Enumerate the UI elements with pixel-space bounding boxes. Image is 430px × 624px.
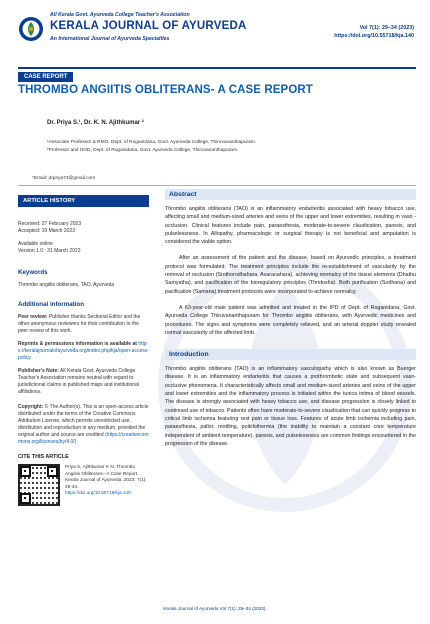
affiliation-1: ¹Associate Professor & RMO, Dept. of Roganidana, Govt. Ayurveda College, Thiruvananthapuram. [47,140,257,145]
abstract-paragraph-1: Thrombo angiitis obliterans (TAO) is an inflammatory endarteritis associated with heavy tobacco use, affecting small and medium-sized arteries and veins of the upper and lower extremities, resulting in vaso - occlusion. Clinical features include pain, paraesthesia, moderate-to-severe claudication, paresis, and pulselessness. In Allopathy, pharmacologic or surgical therapy is not beneficial and amputation is considered the viable option. [165,206,416,246]
abstract-heading: Abstract [165,189,416,200]
journal-logo-icon [18,16,44,42]
reprints-link[interactable]: https://keralajournalofayurveda.org/index.php/kja/open-access-policy [18,341,149,361]
peer-review-label: Peer review: [18,314,48,320]
page-footer: Kerala Journal of Ayurveda Vol 7(1): 29–34 (2023). [163,606,267,611]
abstract-paragraph-2: After an assessment of the patient and the disease, based on Ayurvedic principles, a treatment protocol was formulated. The treatment principles include the re-establishment of vascularity by the removal of occlusion (Srothorodhahara, Avaranahara), achieving normalcy of the tissue elements (Dhathu Samyatha), and pacification of the bioregulatory principles (Thridosha). Both purification (Sodhana) and pacification (Samana) treatment protocols were incorporated to achieve normalcy. [165,255,416,295]
cite-heading: CITE THIS ARTICLE [18,454,69,460]
accepted-date: Accepted: 19 March 2023 [18,228,75,234]
additional-info-heading: Additional information [18,301,84,308]
qr-code-icon[interactable] [18,464,60,506]
peer-review-text: Publisher thanks Sectional Editor and the other anonymous reviewers for their contribution to the peer review of this work. [18,314,141,334]
journal-name: KERALA JOURNAL OF AYURVEDA [50,20,247,32]
copyright-note [18,404,149,446]
available-online-label: Available online [18,241,53,247]
citation-block [18,464,149,506]
header-divider [18,67,416,69]
keywords-text: Thrombo angiitis obliterans, TAO, Ayurveda [18,282,115,288]
reprints-note [18,341,149,362]
journal-header [18,10,416,68]
affiliation-2: ²Professor and HOD, Dept. of Roganidana, Govt. Ayurveda College, Thiruvananthapuram. [47,148,239,153]
article-sidebar [18,189,149,506]
copyright-text: © The Author(s). This is an open-access article distributed under the terms of the Creative Commons Attribution License, which permits unrestricted use, distribution and reproduction in any medium, provided the original author and source are credited [18,404,149,438]
citation-text: Priya S, Ajithkumar K N. Thrombo Angiitis Obliterans– A Case Report. Kerala Journal of Ayurveda. 2023; 7(1): 29-34. [65,464,147,489]
article-body [165,189,416,448]
peer-review-note [18,314,149,335]
journal-subtitle: An International Journal of Ayurveda Specialties [50,36,170,42]
section-divider [18,185,416,186]
license-link[interactable]: (https://creativecommons.org/licenses/by/4.0/) [18,432,149,445]
article-title: THROMBO ANGIITIS OBLITERANS- A CASE REPORT [18,84,313,96]
publisher-note-label: Publisher's Note: [18,368,59,374]
article-history-badge: ARTICLE HISTORY [18,195,149,207]
volume-line: Vol 7(1): 29–34 (2023) [359,25,414,31]
version-label: Version 1.0 : 31 March 2023 [18,248,81,254]
author-list: Dr. Priya S.¹, Dr. K. N. Ajithkumar ² [47,120,144,126]
reprints-label: Reprints & permissions information is available at [18,341,137,347]
volume-info [334,24,414,40]
introduction-heading: Introduction [165,349,416,360]
article-type-badge: CASE REPORT [18,72,73,82]
doi-link[interactable]: https://doi.org/10.55718/kja.140 [334,33,414,39]
publisher-note-text: All Kerala Govt. Ayurveda College Teacher's Association remains neutral with regard to jurisdictional claims in published maps and institutional affiliations. [18,368,139,395]
citation-doi-link[interactable]: https://doi.org/10.55718/kja.140 [65,490,131,495]
association-name: All Kerala Govt. Ayurveda College Teacher's Association [50,12,190,18]
abstract-paragraph-3: A 63-year-old male patient was admitted and treated in the IPD of Dept. of Roganidana, Govt. Ayurveda College Thiruvananthapuram for Thrombo angiitis obliterans, with Ayurvedic medicines and procedures. The signs and symptoms were completely relieved, and an arterial doppler study revealed normal vascularity of the affected limb. [165,304,416,336]
corresponding-email[interactable]: *Email: drpriya73@gmail.com [32,176,96,181]
received-date: Received: 27 February 2023 [18,221,82,227]
introduction-paragraph-1: Thrombo angiitis obliterans (TAO) is an inflammatory vasculopathy which is also known as Buerger disease. It is an inflammatory endarteritis that causes a prothrombotic state and subsequent vaso-occlusive phenomena. It characteristically affects small and medium-sized arteries and veins of the upper and lower extremities and the inflammatory process is initiated within the tunica intima of blood vessels. The disease is strongly associated with heavy tobacco use, and disease progression is closely linked to continued use of tobacco. Patients often have moderate-to-severe claudication that can quickly progress to critical limb ischemia featuring rest pain or tissue loss. Features of acute limb ischemia including pain, paraesthesia, pallor, mottling, poikilothermia (the inability to maintain a constant core temperature independent of ambient temperature), paresis, and pulselessness are common findings encountered in the progression of the disease. [165,366,416,447]
keywords-heading: Keywords [18,269,48,276]
copyright-label: Copyright: [18,404,44,410]
publisher-note [18,368,149,396]
